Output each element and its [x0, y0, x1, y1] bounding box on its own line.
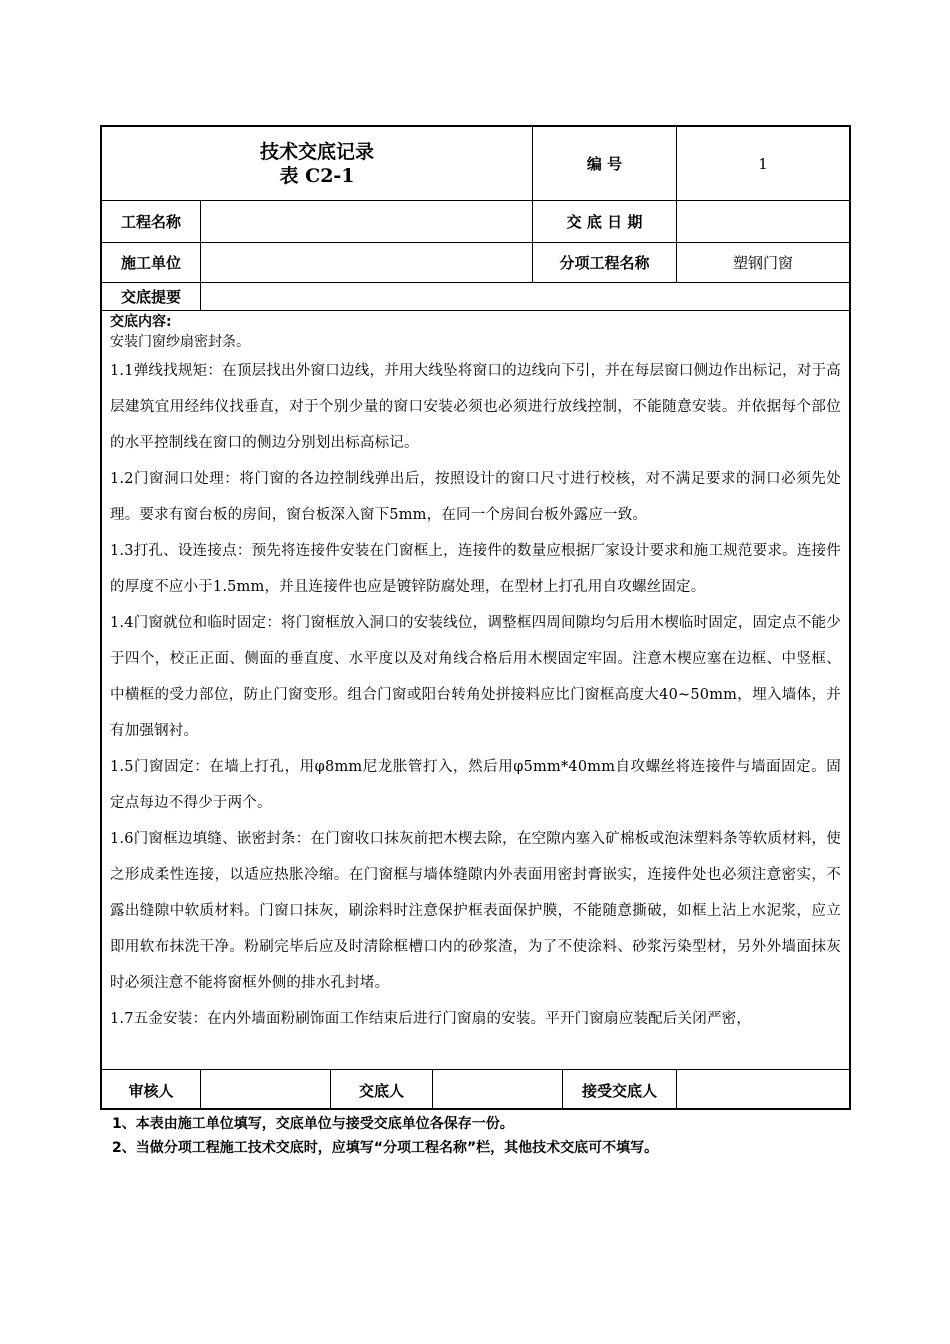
form-title: 技术交底记录: [259, 140, 374, 163]
summary-field[interactable]: [200, 283, 849, 310]
signature-row: [102, 1070, 849, 1110]
footnote: 2、当做分项工程施工技术交底时，应填写“分项工程名称”栏，其他技术交底可不填写。: [112, 1140, 659, 1156]
summary-row: [102, 283, 849, 311]
unit-row: [102, 243, 849, 283]
receiver-label: 接受交底人: [562, 1070, 676, 1110]
summary-label: 交底提要: [120, 288, 181, 306]
handover-label: 交底人: [330, 1070, 432, 1110]
date-label: 交 底 日 期: [532, 201, 676, 242]
handover-field[interactable]: [432, 1070, 562, 1110]
number-value[interactable]: 1: [676, 127, 849, 200]
content-paragraph: 1.5门窗固定：在墙上打孔，用φ8mm尼龙胀管打入，然后用φ5mm*40mm自攻螺丝将连接件与墙面固定。固定点每边不得少于两个。: [110, 759, 841, 811]
unit-field[interactable]: [200, 243, 532, 282]
subproject-label: 分项工程名称: [532, 243, 676, 282]
footnotes: [112, 1112, 658, 1160]
content-paragraph: 1.3打孔、设连接点：预先将连接件安装在门窗框上，连接件的数量应根据厂家设计要求和施工规范要求。连接件的厚度不应小于1.5mm，并且连接件也应是镀锌防腐处理，在型材上打孔用自攻螺丝固定。: [110, 543, 841, 595]
content-paragraph: 1.2门窗洞口处理：将门窗的各边控制线弹出后，按照设计的窗口尺寸进行校核，对不满足要求的洞口必须先处理。要求有窗台板的房间，窗台板深入窗下5mm，在同一个房间台板外露应一致。: [110, 471, 841, 523]
content-area: [102, 311, 849, 1070]
date-field[interactable]: [676, 201, 849, 242]
footnote: 1、本表由施工单位填写，交底单位与接受交底单位各保存一份。: [112, 1116, 514, 1132]
unit-label: 施工单位: [120, 254, 181, 272]
project-name-field[interactable]: [200, 201, 532, 242]
content-paragraph: 1.7五金安装：在内外墙面粉刷饰面工作结束后进行门窗扇的安装。平开门窗扇应装配后关闭严密，: [110, 1011, 752, 1027]
project-row: [102, 201, 849, 243]
content-paragraph: 1.6门窗框边填缝、嵌密封条：在门窗收口抹灰前把木楔去除，在空隙内塞入矿棉板或泡沫塑料条等软质材料，使之形成柔性连接，以适应热胀冷缩。在门窗框与墙体缝隙内外表面用密封膏嵌实，连接件处也必须注意密实，不露出缝隙中软质材料。门窗口抹灰，刷涂料时注意保护框表面保护膜，不能随意撕破，如框上沾上水泥浆，应立即用软布抹洗干净。粉刷完毕后应及时清除框槽口内的砂浆渣，为了不使涂料、砂浆污染型材，另外外墙面抹灰时必须注意不能将窗框外侧的排水孔封堵。: [110, 831, 841, 991]
subproject-field[interactable]: 塑钢门窗: [676, 243, 849, 282]
content-paragraph: 1.4门窗就位和临时固定：将门窗框放入洞口的安装线位，调整框四周间隙均匀后用木楔临时固定，固定点不能少于四个，校正正面、侧面的垂直度、水平度以及对角线合格后用木楔固定牢固。注意木楔应塞在边框、中竖框、中横框的受力部位，防止门窗变形。组合门窗或阳台转角处拼接料应比门窗框高度大40~50mm，埋入墙体，并有加强钢衬。: [110, 615, 841, 739]
reviewer-label: 审核人: [128, 1081, 174, 1100]
receiver-field[interactable]: [676, 1070, 849, 1110]
header-row: [102, 127, 849, 201]
content-paragraph: 1.1弹线找规矩：在顶层找出外窗口边线，并用大线坠将窗口的边线向下引，并在每层窗口侧边作出标记，对于高层建筑宜用经纬仪找垂直，对于个别少量的窗口安装必须也必须进行放线控制，不能随意安装。并依据每个部位的水平控制线在窗口的侧边分别划出标高标记。: [110, 363, 841, 451]
number-label: 编 号: [532, 127, 676, 200]
content-intro: 安装门窗纱扇密封条。: [110, 334, 250, 350]
title-block: [102, 127, 532, 200]
project-name-label: 工程名称: [120, 213, 181, 231]
content-label: 交底内容:: [110, 314, 172, 330]
technical-disclosure-form: [100, 125, 851, 1110]
form-code: 表 C2-1: [279, 164, 355, 187]
reviewer-field[interactable]: [200, 1070, 330, 1110]
